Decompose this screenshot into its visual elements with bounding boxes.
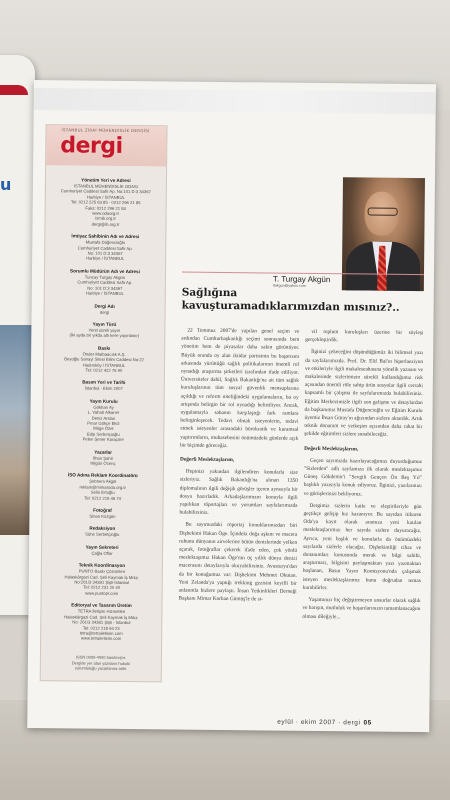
article-paragraph: İlginizi çekeceğini düşündüğümüz iki bilimsel yazı da sayfalarımızda. Prof. Dr. Elif Bal'ın hiperlaeziyon ve etkileriyle ilgili makaleseahasına yönelik yazısını ve makalesinde sizlerimizin sürekli kullandığımız risk açısından önemli röle sahip ürün sosyolar ilgili cerrahi kapsamlı bir çalışma ile sayfalarımızda bulabilirsiniz. Eğitim Merkezimizle ilgili son gelişme ve detaylardan da başkanımız Mustafa Düğencioğlu ve Eğitim Kurulu üyemiz İhsan Güray'ın ağızından sizlere aktardık. Artık teknik donanım ve yetkeşim açısından daha rahat bir şekilde eğitimleri sizlere sunabileceğiz. bbox=[304, 349, 424, 439]
masthead-section-heading: Dergi Adı bbox=[94, 303, 115, 309]
masthead-section-body: Şebnem Akgöl reklam@mimaroda.org.tr Selin Ertuğlu Tel: 0212 219 46 74 bbox=[79, 479, 126, 501]
masthead-header bbox=[46, 125, 166, 166]
masthead-section-body: PUNTO Baskı Çözümleri Halaskârgazi Cad. Şeli Kaymak İş Mrkz. No:261/3 34381 Şişli-İstanbul Tel: 0212 231 20 40 www.puntopr.com bbox=[64, 568, 140, 596]
masthead-section-body: Sinan Kozgün bbox=[89, 513, 116, 519]
red-accent bbox=[0, 85, 28, 95]
masthead-section bbox=[50, 380, 158, 393]
masthead-section-body: Önder Matbaacılık A.Ş. Beyoğlu Sanayi Sitesi Bilim Caddesi No:22 Hadımköy / İSTANBUL Tel: 0212 422 76 90 bbox=[64, 351, 144, 373]
masthead-section-heading: Yayın Kurulu bbox=[89, 398, 118, 404]
masthead-section-body: Mustafa Düğencioğlu Cumhuriyet Caddesi Safir Ap. No: 101 D:3 34367 Harbiye / İSTANBUL bbox=[77, 239, 133, 262]
article-column-1 bbox=[178, 327, 299, 609]
portrait-glasses bbox=[368, 208, 398, 216]
page-footer bbox=[277, 719, 372, 727]
article-paragraph: Yaşamınızı hiç değiştirmeyen unsurlar olarak sağlık ve barışın, mutluluk ve başarılarınızın tamamlanacağını olması dileğiyle... bbox=[302, 596, 421, 620]
masthead-section-body: Tuncay Turgay Akgün Cumhuriyet Caddesi Safir Ap. No: 101 D:3 34367 Harbiye / İSTANBUL bbox=[77, 274, 133, 297]
masthead-section-heading: Yazarlar bbox=[94, 449, 112, 455]
author-email: ttakgun@yahoo.com bbox=[272, 283, 306, 288]
masthead-section bbox=[48, 562, 156, 596]
masthead-section bbox=[47, 602, 155, 642]
masthead-section bbox=[49, 449, 157, 467]
article-paragraph: Değerli Meslektaşlarım, bbox=[304, 445, 359, 453]
masthead-section-body: İSTANBUL MÜHENDİSLİK ODASI Cumhuriyet Caddesi Safir Ap. No:101 D:3 34367 Harbiye / İSTANBUL Tel: 0212 225 63 85 · 0212 296 21 85 Faks: 0212 296 21 84 www.odaorg.tr izmib.org.tr dergi@ib.org.tr bbox=[60, 183, 151, 227]
masthead-section-body: Yerel süreli yayın (İki ayda bir yıkda altı kere yayınlanır) bbox=[69, 327, 140, 339]
masthead-section-body: Gökhan Ay L. Vahab Alkaner Deniz Arslan Pınar Gökçe Ekiz Müge Özel Edip Serbetçioğlu Pelen Şener Karaçöre bbox=[82, 404, 124, 443]
masthead-section-body: Sühe Serbetçioğlu bbox=[85, 531, 120, 538]
masthead-section-heading: Yönetim Yeri ve Adresi bbox=[81, 177, 131, 184]
article-paragraph: vil toplum kuruluşları üzerine bir söyleşi gerçekleştirdik. bbox=[305, 328, 424, 344]
article-paragraph: Bu sayımızdaki röportaj konuklarımızdan biri Dişhekimi Hakan Öge. İçindeki doğa aşkını ve macera ruhunu dünyanın zirvelerine bütün denizlerinde yelken açarak, fotoğraflar çekerek ifade eden, çok yönlü meslektaşımız Hakan Öge'nin üç yıllık dünya denizi macerasını detaylarıyla okuyabilirsiniz. Avusturya'dan da bir konuğumuz var: Dişhekimi Mehmet Okutan. Yeni Zelanda'ya yaptığı trekking gezisini keyifli bir anlatımla bizlere paylaştı. İnsan Yetkinlikleri Derneği Başkanı Mimar Korhan Gümüş'le de si- bbox=[178, 522, 298, 603]
page-number: 05 bbox=[363, 719, 372, 727]
masthead-section-body: dergi bbox=[99, 309, 110, 315]
author-name: T. Turgay Akgün bbox=[272, 274, 331, 285]
page-top-band bbox=[34, 88, 436, 114]
title-line-1: Sağlığına bbox=[181, 286, 238, 300]
side-page-fragment: u bbox=[0, 175, 12, 194]
magazine-page bbox=[27, 80, 436, 732]
masthead-section-heading: Yayın Türü bbox=[92, 321, 117, 327]
logo-tagline: İSTANBUL ZİRAİ MÜHENDİSLİK DERGİSİ bbox=[61, 127, 150, 134]
masthead-section-body: Çağla Oflar bbox=[91, 550, 113, 556]
masthead-section bbox=[49, 398, 157, 443]
article-title bbox=[182, 287, 427, 316]
masthead-section-heading: Teknik Koordinasyon bbox=[78, 562, 126, 569]
masthead-section bbox=[51, 303, 159, 316]
masthead-sidebar bbox=[40, 124, 168, 682]
masthead-section bbox=[49, 473, 157, 502]
article-column-2 bbox=[302, 328, 423, 626]
masthead-section bbox=[50, 345, 158, 374]
article-paragraph: Dergimiz sizlerin katkı ve eleştirileriyle gün geçtikçe gelişip hız kazanıyor. Bu sayıdan itibaren Oda'ya kayıt olarak aramıza yeni katılan meslektaşlarımızı her sayıda sizlere duyuracağız. Ayrıca, yeni başlık ve konularla da önümüzdeki sayılarda sizlerle olacağız. Dişhekimliği cihaz ve donanımları konusunda merak ve bilgi sahibi, araştırmacı, bilgisini paylaşmaktan yazı yazmaktan hoşlanan, Basın Yayın Komisyonu'nda çalışmak isteyen meslektaşlarımız bunu doğrudan temas kurabilirler. bbox=[302, 502, 422, 591]
masthead-section-heading: İSO Adına Reklam Koordinatörü bbox=[67, 472, 138, 479]
masthead-section bbox=[50, 321, 158, 339]
dergi-logo: dergi bbox=[60, 133, 123, 159]
masthead-credits bbox=[47, 177, 160, 649]
masthead-section bbox=[51, 177, 160, 227]
masthead-section-heading: Editoryal ve Tasarım Üretim bbox=[71, 602, 132, 609]
masthead-section-body: İlhan Şahir Nilgün Öcenç bbox=[90, 455, 116, 466]
masthead-section-heading: Fotoğraf bbox=[93, 507, 112, 513]
masthead-section-body: TETRA İletişim Hizmetleri Halaskârgazi Cad. Şeli Kaymak İş Mrkz. No: 261/3 34381 Şişli - İstanbul Tel: 0212 218 94 23 tetra@tetrailetisim.com www.tetrailetisim.com bbox=[64, 608, 139, 642]
masthead-section-heading: İmtiyaz Sahibinin Adı ve Adresi bbox=[71, 233, 140, 240]
masthead-footnote: ISSN 0000-4000 basılmıştır. Dergide yer alan yazıların hukuki sorumluluğu yazarlarına aittir. bbox=[71, 654, 131, 671]
masthead-section-heading: Sorumlu Müdürün Adı ve Adresi bbox=[70, 268, 140, 274]
masthead-section-body: İstanbul · Ekim 2007 bbox=[84, 385, 123, 392]
masthead-section bbox=[51, 233, 159, 262]
article-paragraph: Değerli Meslektaşlarım, bbox=[180, 456, 235, 464]
masthead-section bbox=[48, 544, 156, 557]
masthead-section bbox=[48, 507, 156, 520]
masthead-section-heading: Baskı bbox=[98, 345, 111, 351]
article-paragraph: 22 Temmuz 2007'de yapılan genel seçim ve ardından Cumhurbaşkanlığı seçimi sonrasında bem yönetim hem de piyasalar daha sakin görünüyor. Büyük oranda oy alan iktidar partisinin bu başarısını arkasında yürüttüğü sağlık politikalarının önemli rol oynadığı araştırma şirketleri tarafından ifade ediliyor. Üniversiteler dahil, Sağlık Bakanlığı'na ait tüm sağlık kuruluşlarının tüm sosyal güvenlik mensuplarına açıldığı ve reform niteliğindeki uygulamaların, bu oy artışında belirgin bir rol oynadığı belirtiliyor. Ancak, uygulamayla sahanın karşılaştığı fark ramlara belirginleşecek. Tedavi olmak isteyenlerin, tedavi etmek isteyenler arasındaki bürokratik ve kuramsal yaptırımların, muhasebesini önümüzdeki günlerde açık bir biçimde göreceğiz. bbox=[180, 327, 300, 449]
masthead-section-heading: Basım Yeri ve Tarihi bbox=[82, 379, 126, 386]
masthead-section bbox=[48, 526, 156, 539]
masthead-section-heading: Yayın Sekreteri bbox=[85, 544, 119, 550]
masthead-section bbox=[51, 268, 159, 297]
title-line-2: kavuşturamadıklarımızdan mısınız?.. bbox=[181, 299, 400, 314]
issue-date: eylül · ekim 2007 · dergi bbox=[277, 718, 361, 727]
masthead-section-heading: Redaksiyon bbox=[89, 526, 116, 532]
article-paragraph: Hepinizi yakından ilgilendiren konularla size sizleriyiz. Sağlık Bakanlığı'na alınan 1350 diplomalının ilgili değişik görüşler içeren aynısıyla bir dosya hazırladık. Arkadaşlarımızın konuyla ilgili yapılıkan röportajları ve yorumları sayfalarımızda bulabilirsiniz. bbox=[179, 468, 298, 517]
article-paragraph: Geçen sayımızda hazırlayacağımızı duyurduğumuz "Sizlerden" adlı sayfamıza ilk olarak meslektaşımız Güneş Gökdemir'i "Sevgili Gençen Ön Beş Yıl" başlıklı yazısıyla konuk ediyoruz. İlginizi, yazılarınızı ve görüşlerinizi bekliyoruz. bbox=[303, 457, 423, 498]
